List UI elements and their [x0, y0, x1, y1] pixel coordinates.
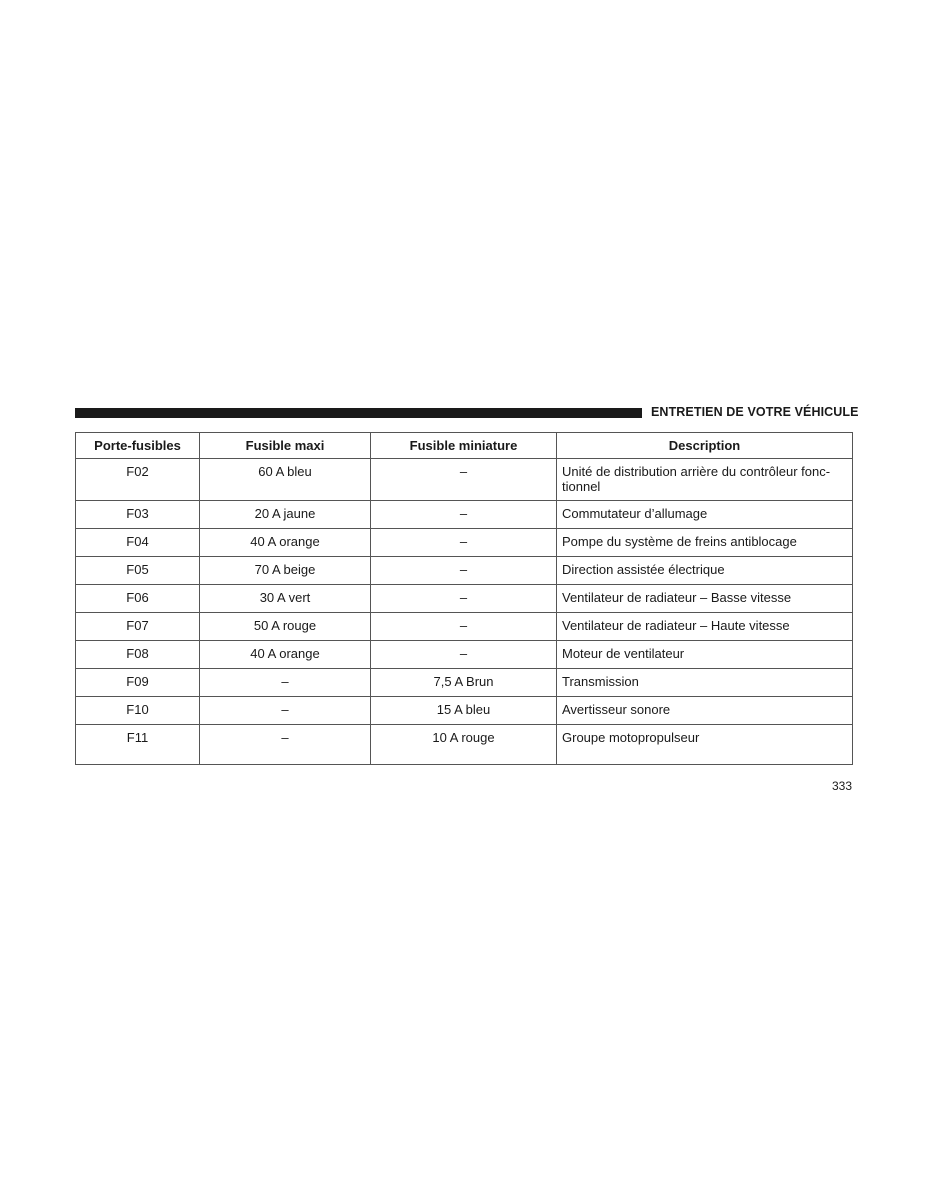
table-row	[76, 669, 853, 697]
cell-cavity: F06	[76, 585, 200, 613]
table-row	[76, 641, 853, 669]
header-rule-bar	[75, 408, 642, 418]
column-header-description: Description	[557, 433, 853, 459]
table-row	[76, 697, 853, 725]
section-title: ENTRETIEN DE VOTRE VÉHICULE	[651, 405, 859, 419]
cell-mini-fuse: –	[371, 613, 557, 641]
table-row	[76, 501, 853, 529]
cell-cavity: F10	[76, 697, 200, 725]
table-row	[76, 459, 853, 501]
cell-cavity: F07	[76, 613, 200, 641]
fuse-table	[75, 432, 853, 765]
cell-cavity: F11	[76, 725, 200, 765]
column-header-mini-fuse: Fusible miniature	[371, 433, 557, 459]
cell-description: Ventilateur de radiateur – Basse vitesse	[557, 585, 853, 613]
cell-mini-fuse: –	[371, 557, 557, 585]
cell-description: Pompe du système de freins antiblocage	[557, 529, 853, 557]
cell-mini-fuse: 10 A rouge	[371, 725, 557, 765]
cell-mini-fuse: 15 A bleu	[371, 697, 557, 725]
cell-mini-fuse: –	[371, 501, 557, 529]
cell-mini-fuse: 7,5 A Brun	[371, 669, 557, 697]
table-row	[76, 613, 853, 641]
cell-cavity: F05	[76, 557, 200, 585]
cell-cavity: F03	[76, 501, 200, 529]
cell-mini-fuse: –	[371, 529, 557, 557]
page-number: 333	[831, 779, 852, 793]
column-header-maxi-fuse: Fusible maxi	[200, 433, 371, 459]
cell-description: Groupe motopropulseur	[557, 725, 853, 765]
cell-description: Commutateur d’allumage	[557, 501, 853, 529]
table-row	[76, 725, 853, 765]
cell-description: Ventilateur de radiateur – Haute vitesse	[557, 613, 853, 641]
table-row	[76, 529, 853, 557]
cell-maxi-fuse: 40 A orange	[200, 641, 371, 669]
cell-cavity: F09	[76, 669, 200, 697]
cell-maxi-fuse: 20 A jaune	[200, 501, 371, 529]
cell-maxi-fuse: 60 A bleu	[200, 459, 371, 501]
cell-cavity: F02	[76, 459, 200, 501]
cell-cavity: F08	[76, 641, 200, 669]
table-row	[76, 585, 853, 613]
cell-description: Direction assistée électrique	[557, 557, 853, 585]
cell-maxi-fuse: –	[200, 669, 371, 697]
table-header-row	[76, 433, 853, 459]
cell-maxi-fuse: 70 A beige	[200, 557, 371, 585]
cell-maxi-fuse: 40 A orange	[200, 529, 371, 557]
cell-mini-fuse: –	[371, 459, 557, 501]
cell-mini-fuse: –	[371, 585, 557, 613]
cell-maxi-fuse: –	[200, 725, 371, 765]
column-header-cavity: Porte-fusibles	[76, 433, 200, 459]
cell-maxi-fuse: 30 A vert	[200, 585, 371, 613]
cell-mini-fuse: –	[371, 641, 557, 669]
cell-maxi-fuse: –	[200, 697, 371, 725]
cell-cavity: F04	[76, 529, 200, 557]
cell-description: Moteur de ventilateur	[557, 641, 853, 669]
table-row	[76, 557, 853, 585]
cell-description: Avertisseur sonore	[557, 697, 853, 725]
cell-description: Unité de distribution arrière du contrôleur fonc-tionnel	[557, 459, 853, 501]
cell-description: Transmission	[557, 669, 853, 697]
cell-maxi-fuse: 50 A rouge	[200, 613, 371, 641]
